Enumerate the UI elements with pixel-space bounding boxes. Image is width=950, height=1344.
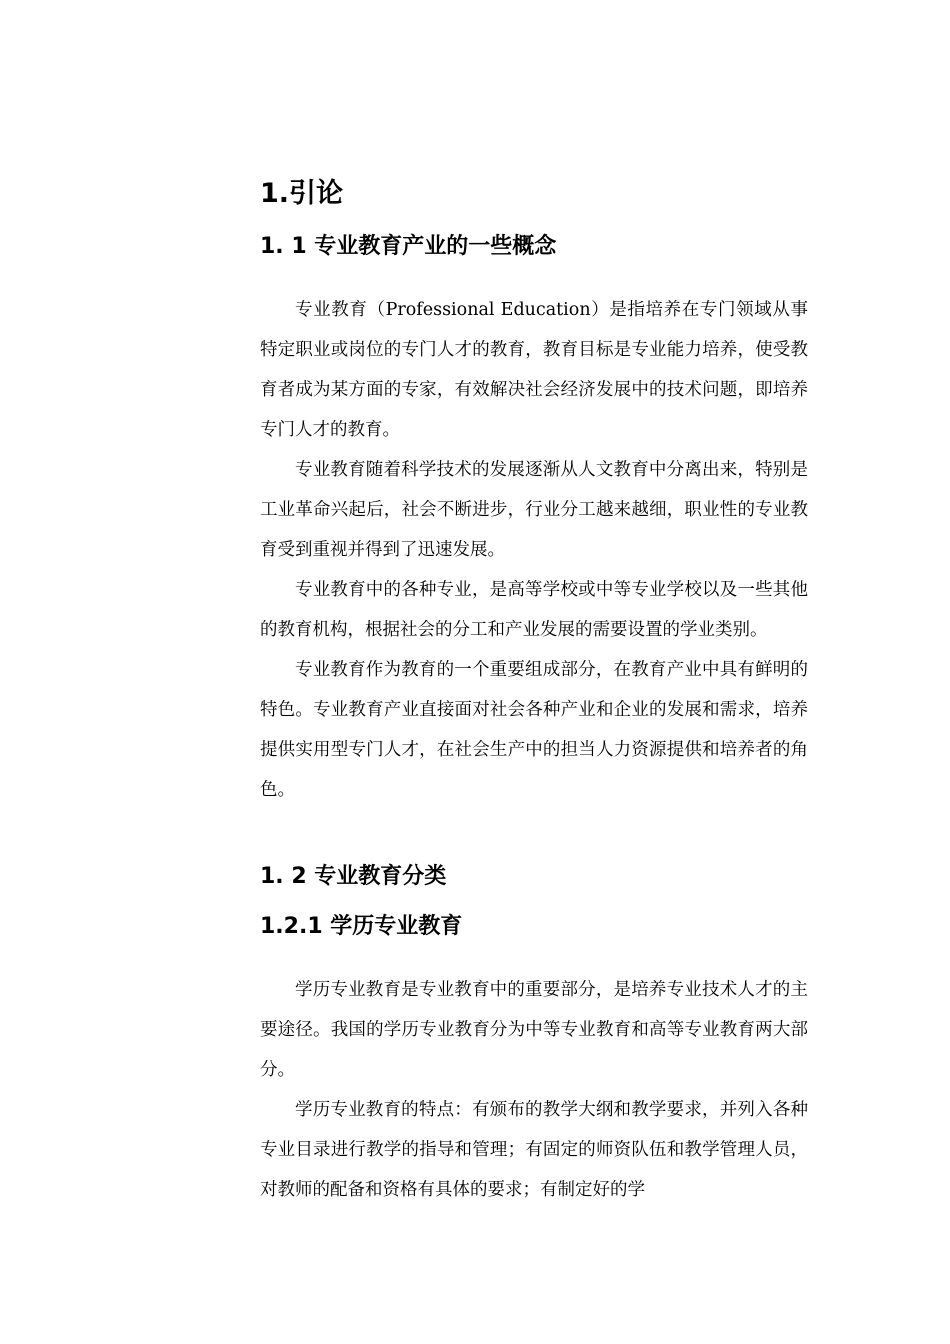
paragraph: 专业教育中的各种专业，是高等学校或中等专业学校以及一些其他的教育机构，根据社会的分工和产业发展的需要设置的学业类别。 bbox=[260, 580, 808, 640]
paragraph: 学历专业教育是专业教育中的重要部分，是培养专业技术人才的主要途径。我国的学历专业教育分为中等专业教育和高等专业教育两大部分。 bbox=[260, 980, 808, 1080]
paragraph: 专业教育随着科学技术的发展逐渐从人文教育中分离出来，特别是工业革命兴起后，社会不断进步，行业分工越来越细，职业性的专业教育受到重视并得到了迅速发展。 bbox=[260, 460, 808, 560]
subsection-heading-1-2-1: 1.2.1 学历专业教育 bbox=[260, 914, 463, 939]
section-1-2-1-body bbox=[260, 970, 808, 1210]
paragraph: 专业教育（Professional Education）是指培养在专门领域从事特定职业或岗位的专门人才的教育，教育目标是专业能力培养，使受教育者成为某方面的专家，有效解决社会经济发展中的技术问题，即培养专门人才的教育。 bbox=[260, 300, 808, 440]
chapter-title: 1.引论 bbox=[260, 178, 344, 209]
section-heading-1-2: 1. 2 专业教育分类 bbox=[260, 864, 447, 889]
paragraph: 专业教育作为教育的一个重要组成部分，在教育产业中具有鲜明的特色。专业教育产业直接面对社会各种产业和企业的发展和需求，培养提供实用型专门人才，在社会生产中的担当人力资源提供和培养者的角色。 bbox=[260, 660, 808, 800]
paragraph: 学历专业教育的特点：有颁布的教学大纲和教学要求，并列入各种专业目录进行教学的指导和管理；有固定的师资队伍和教学管理人员，对教师的配备和资格有具体的要求；有制定好的学 bbox=[260, 1100, 808, 1200]
section-1-1-body bbox=[260, 290, 808, 810]
section-heading-1-1: 1. 1 专业教育产业的一些概念 bbox=[260, 234, 557, 259]
